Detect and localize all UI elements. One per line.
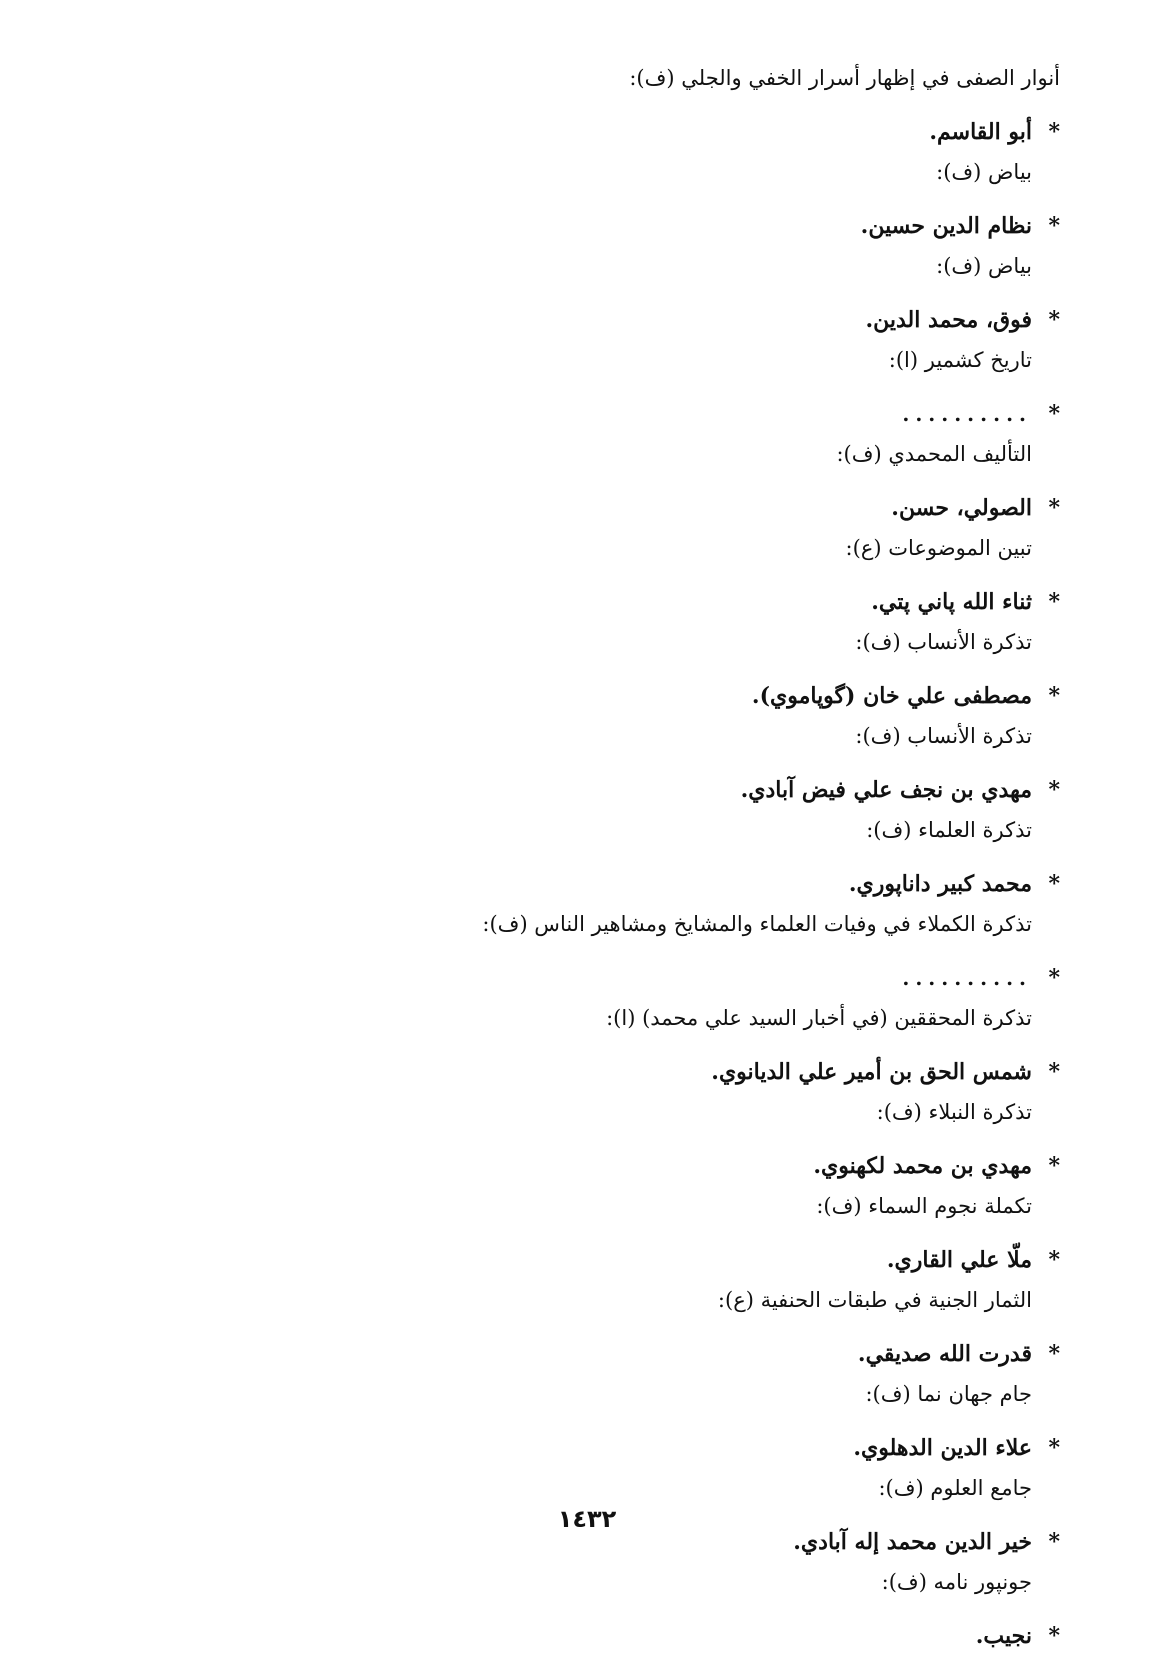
entry-author: أبو القاسم. — [929, 119, 1032, 145]
entry-title: جونپور نامه (ف): — [881, 1570, 1032, 1594]
bibliography-entry — [420, 1146, 1060, 1226]
asterisk-marker: * — [1048, 1623, 1060, 1649]
bibliography-entry — [420, 770, 1060, 850]
entry-title: التأليف المحمدي (ف): — [836, 442, 1032, 466]
entry-author: مهدي بن نجف علي فيض آبادي. — [740, 777, 1032, 803]
bibliography-entry — [420, 394, 1060, 474]
entry-title: تذكرة النبلاء (ف): — [876, 1100, 1032, 1124]
entry-title: جامع العلوم (ف): — [878, 1476, 1032, 1500]
entry-author: محمد كبير داناپوري. — [848, 871, 1032, 897]
bibliography-entry — [420, 206, 1060, 286]
entry-title: بياض (ف): — [936, 254, 1032, 278]
bibliography-entry — [420, 1616, 1060, 1656]
entry-title: تذكرة المحققين (في أخبار السيد علي محمد) (ا): — [606, 1006, 1032, 1030]
entry-author: مهدي بن محمد لكهنوي. — [813, 1153, 1032, 1179]
entry-author: ملّا علي القاري. — [886, 1247, 1032, 1273]
entry-title: تكملة نجوم السماء (ف): — [816, 1194, 1032, 1218]
bibliography-entry — [420, 1052, 1060, 1132]
bibliography-entry — [420, 1522, 1060, 1602]
entry-author: الصولي، حسن. — [891, 495, 1032, 521]
continuation-entry — [420, 58, 1060, 98]
asterisk-marker: * — [1048, 871, 1060, 897]
entry-author: .......... — [902, 966, 1032, 990]
entry-title: تاريخ كشمير (ا): — [888, 348, 1032, 372]
continuation-title: أنوار الصفى في إظهار أسرار الخفي والجلي (ف): — [629, 66, 1060, 90]
entry-title: تذكرة الأنساب (ف): — [855, 630, 1032, 654]
asterisk-marker: * — [1048, 495, 1060, 521]
entry-author: علاء الدين الدهلوي. — [853, 1435, 1032, 1461]
entry-title: جام جهان نما (ف): — [865, 1382, 1032, 1406]
entry-title: تذكرة العلماء (ف): — [866, 818, 1032, 842]
asterisk-marker: * — [1048, 589, 1060, 615]
entry-title: الثمار الجنية في طبقات الحنفية (ع): — [717, 1288, 1032, 1312]
bibliography-entry — [420, 112, 1060, 192]
bibliography-entry — [420, 582, 1060, 662]
entry-author: قدرت الله صديقي. — [857, 1341, 1032, 1367]
asterisk-marker: * — [1048, 1529, 1060, 1555]
entry-author: خير الدين محمد إله آبادي. — [793, 1529, 1032, 1555]
asterisk-marker: * — [1048, 119, 1060, 145]
entry-author: .......... — [902, 402, 1032, 426]
asterisk-marker: * — [1048, 401, 1060, 427]
bibliography-entry — [420, 300, 1060, 380]
asterisk-marker: * — [1048, 965, 1060, 991]
asterisk-marker: * — [1048, 1435, 1060, 1461]
bibliography-entry — [420, 676, 1060, 756]
entry-author: مصطفى علي خان (گوپاموي). — [751, 683, 1032, 709]
bibliography-entry — [420, 864, 1060, 944]
entries-list — [420, 112, 1060, 1656]
bibliography-entry — [420, 488, 1060, 568]
entry-title: تبين الموضوعات (ع): — [845, 536, 1032, 560]
entry-author: ثناء الله پاني پتي. — [871, 589, 1032, 615]
page-number: ١٤٣٢ — [557, 1505, 617, 1533]
entry-author: نجيب. — [975, 1623, 1032, 1649]
asterisk-marker: * — [1048, 1247, 1060, 1273]
bibliography-entry — [420, 1428, 1060, 1508]
entry-author: شمس الحق بن أمير علي الديانوي. — [711, 1059, 1032, 1085]
asterisk-marker: * — [1048, 1059, 1060, 1085]
document-page — [420, 58, 1060, 1670]
asterisk-marker: * — [1048, 683, 1060, 709]
bibliography-entry — [420, 1240, 1060, 1320]
bibliography-entry — [420, 958, 1060, 1038]
asterisk-marker: * — [1048, 213, 1060, 239]
entry-title: تذكرة الأنساب (ف): — [855, 724, 1032, 748]
entry-title: تذكرة الكملاء في وفيات العلماء والمشايخ ومشاهير الناس (ف): — [482, 912, 1032, 936]
entry-author: نظام الدين حسين. — [860, 213, 1032, 239]
asterisk-marker: * — [1048, 307, 1060, 333]
bibliography-entry — [420, 1334, 1060, 1414]
asterisk-marker: * — [1048, 1341, 1060, 1367]
entry-author: فوق، محمد الدين. — [865, 307, 1032, 333]
asterisk-marker: * — [1048, 1153, 1060, 1179]
asterisk-marker: * — [1048, 777, 1060, 803]
entry-title: بياض (ف): — [936, 160, 1032, 184]
